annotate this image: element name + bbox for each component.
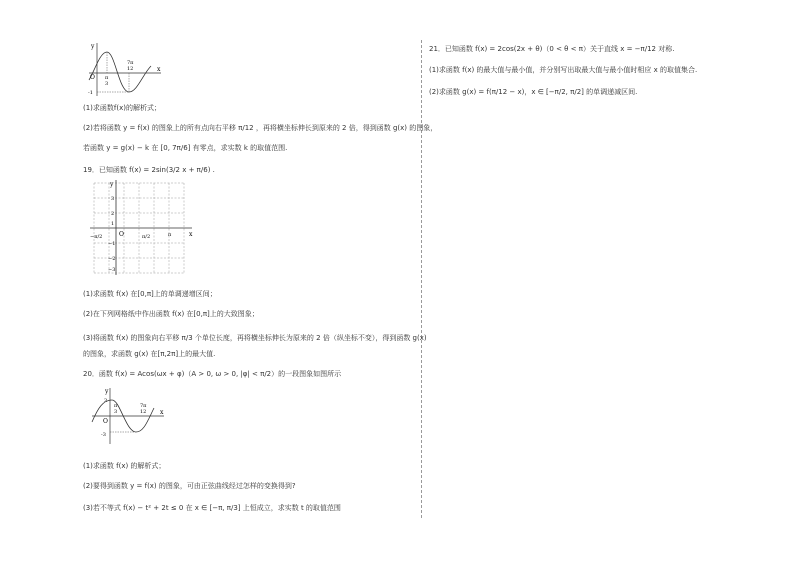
fig1-origin-label: O	[90, 74, 95, 81]
question-21-stem: 21．已知函数 f(x) = 2cos(2x + θ)（0 < θ < π）关于直线 x = −π/12 对称.	[429, 45, 675, 53]
column-divider	[421, 40, 422, 518]
question-19-part3-cont: 的图象，求函数 g(x) 在[π,2π]上的最大值.	[83, 350, 216, 358]
grid-tick-neg2: −2	[108, 256, 116, 262]
figure-grid-paper	[88, 178, 198, 276]
fig2-origin-label: O	[103, 418, 108, 425]
question-18-part2: (2)若将函数 y = f(x) 的图象上的所有点向右平移 π/12 ，再将横坐标伸长到原来的 2 倍，得到函数 g(x) 的图象，	[83, 124, 438, 132]
fig2-tick-3-denom: 3	[114, 409, 118, 415]
question-21-part2: (2)求函数 g(x) = f(π/12 − x)，x ∈ [−π/2, π/2] 的单调递减区间.	[429, 88, 638, 96]
grid-origin-label: O	[119, 231, 124, 238]
fig2-tick-12: 12	[140, 409, 147, 415]
grid-tick-neg-half-pi: −π/2	[90, 234, 103, 240]
question-20-part1: (1)求函数 f(x) 的解析式；	[83, 462, 166, 470]
figure-sine-graph	[85, 40, 165, 98]
grid-tick-neg3: −3	[108, 267, 116, 273]
fig1-tick-pi: π	[105, 75, 109, 81]
fig2-tick-pi: π	[114, 403, 118, 409]
fig1-tick-neg1: -1	[88, 90, 93, 96]
grid-y-label: y	[110, 181, 114, 188]
fig2-x-label: x	[160, 409, 164, 416]
question-19-part3: (3)将函数 f(x) 的图象向右平移 π/3 个单位长度，再将横坐标伸长为原来的 2 倍（纵坐标不变），得到函数 g(x)	[83, 334, 427, 342]
question-20-part2: (2)要得到函数 y = f(x) 的图象，可由正弦曲线经过怎样的变换得到?	[83, 482, 296, 490]
figure-cosine-graph	[88, 386, 168, 446]
fig1-tick-3: 3	[105, 81, 109, 87]
fig1-tick-12: 12	[127, 66, 134, 72]
grid-x-label: x	[189, 231, 193, 238]
fig2-tick-neg3: -3	[101, 432, 106, 438]
question-20-stem: 20．函数 f(x) = Acos(ωx + φ)（A > 0, ω > 0, |φ| < π/2）的一段图象如图所示	[83, 370, 342, 378]
fig2-tick-3: 3	[104, 398, 108, 404]
question-18-part1: (1)求函数f(x)的解析式；	[83, 104, 161, 112]
grid-tick-1: 1	[111, 221, 115, 227]
question-20-part3: (3)若不等式 f(x) − t² + 2t ≤ 0 在 x ∈ [−π, π/3] 上恒成立，求实数 t 的取值范围	[83, 504, 341, 512]
grid-tick-half-pi: π/2	[142, 234, 151, 240]
grid-tick-pi: π	[168, 232, 172, 238]
fig1-x-label: x	[157, 66, 161, 73]
grid-tick-neg1: −1	[108, 241, 116, 247]
question-18-part2-cont: 若函数 y = g(x) − k 在 [0, 7π/6] 有零点，求实数 k 的取值范围.	[83, 144, 288, 152]
fig1-y-label: y	[91, 43, 95, 50]
fig1-tick-7pi: 7π	[127, 60, 134, 66]
question-19-stem: 19．已知函数 f(x) = 2sin(3/2 x + π/6) .	[83, 166, 215, 174]
grid-tick-2: 2	[111, 211, 115, 217]
fig2-y-label: y	[105, 388, 109, 395]
question-21-part1: (1)求函数 f(x) 的最大值与最小值，并分别写出取最大值与最小值时相应 x 的取值集合.	[429, 66, 698, 74]
grid-tick-3: 3	[111, 196, 115, 202]
question-19-part2: (2)在下列网格纸中作出函数 f(x) 在[0,π]上的大致图象；	[83, 310, 259, 318]
question-19-part1: (1)求函数 f(x) 在[0,π]上的单调递增区间；	[83, 290, 217, 298]
fig2-tick-7pi: 7π	[140, 403, 147, 409]
